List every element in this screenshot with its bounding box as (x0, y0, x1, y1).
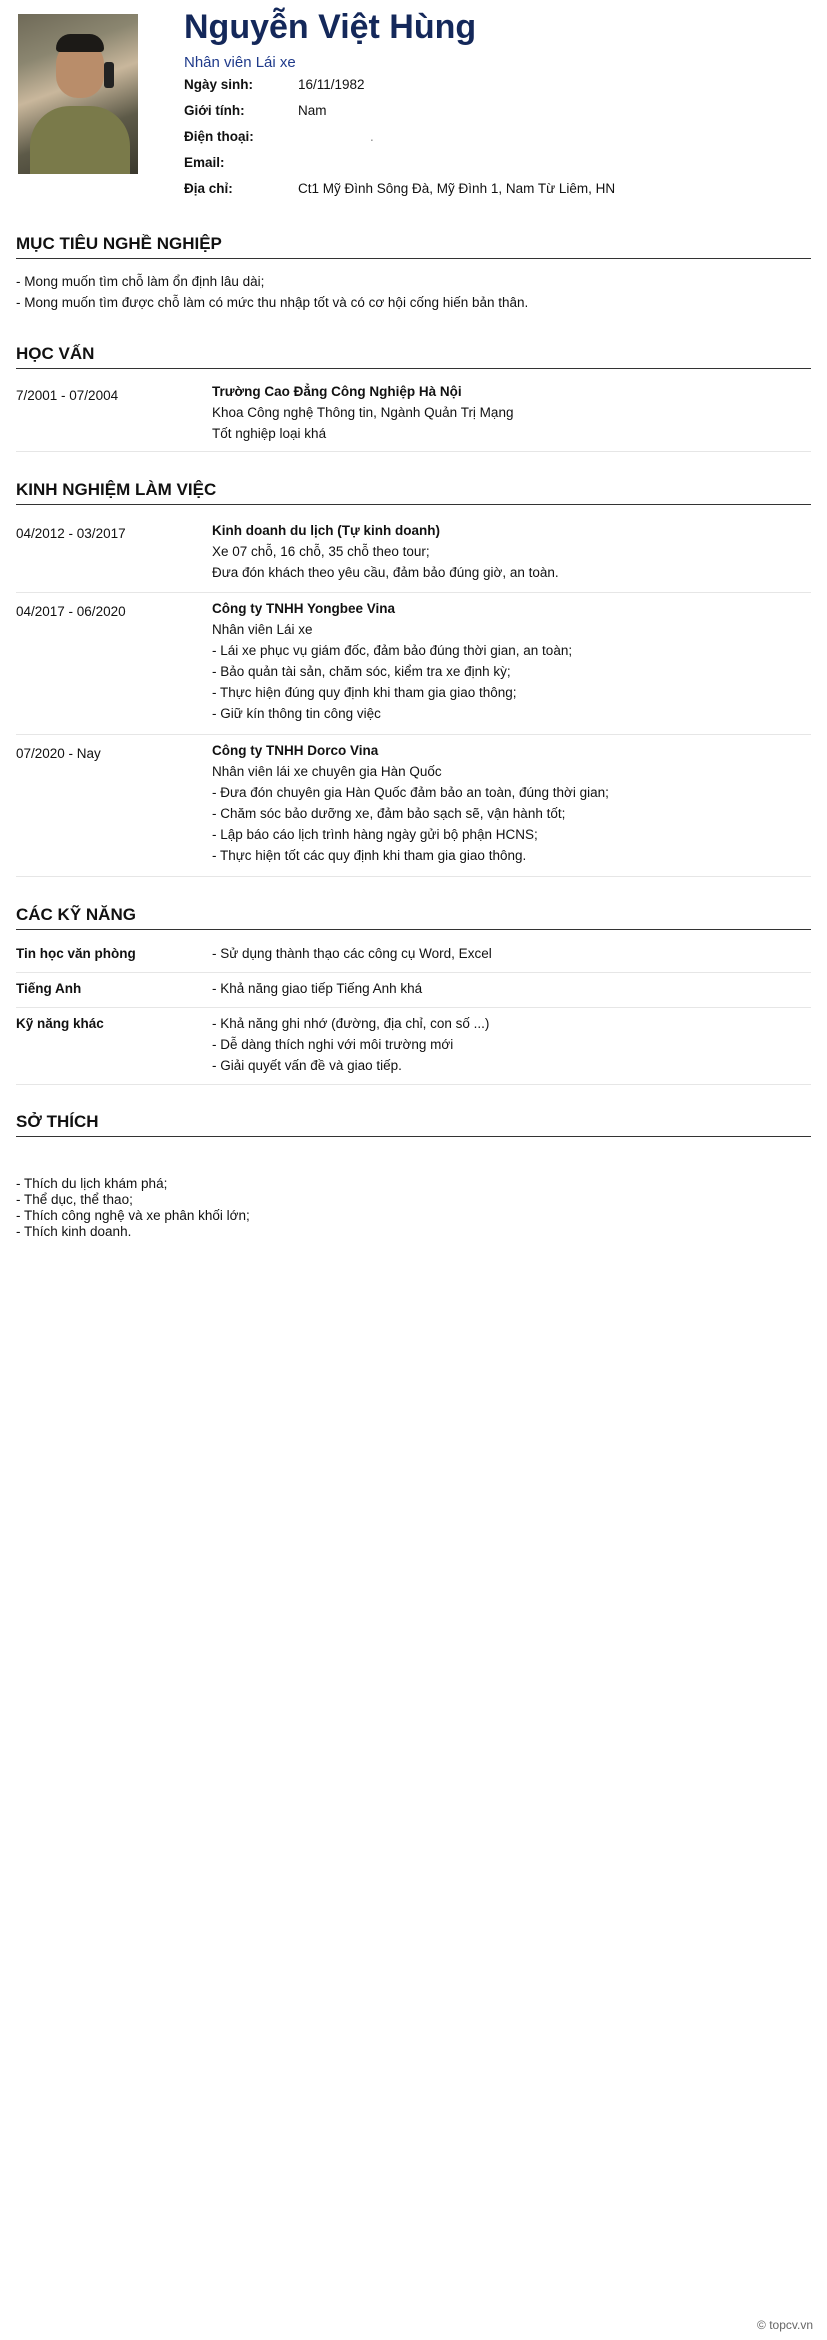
experience-date: 04/2017 - 06/2020 (16, 604, 126, 619)
skill-name: Kỹ năng khác (16, 1016, 104, 1031)
brand-footer: © topcv.vn (757, 2318, 813, 2332)
skill-line: - Dễ dàng thích nghi với môi trường mới (212, 1037, 454, 1052)
divider (16, 734, 811, 735)
experience-line: - Chăm sóc bảo dưỡng xe, đảm bảo sạch sẽ, vận hành tốt; (212, 806, 566, 821)
experience-line: - Đưa đón chuyên gia Hàn Quốc đảm bảo an toàn, đúng thời gian; (212, 785, 609, 800)
skill-name: Tin học văn phòng (16, 946, 136, 961)
photo-phone (104, 62, 114, 88)
experience-line: - Lái xe phục vụ giám đốc, đảm bảo đúng thời gian, an toàn; (212, 643, 573, 658)
photo-shirt (30, 106, 130, 174)
experience-date: 04/2012 - 03/2017 (16, 526, 126, 541)
company-name: Công ty TNHH Yongbee Vina (212, 601, 396, 616)
experience-entry (212, 740, 609, 866)
education-entry (212, 381, 513, 444)
experience-line: - Thực hiện tốt các quy định khi tham gia giao thông. (212, 848, 527, 863)
objective-line: - Mong muốn tìm chỗ làm ổn định lâu dài; (16, 274, 265, 289)
info-label: Ngày sinh: (184, 77, 254, 92)
experience-line: - Bảo quản tài sản, chăm sóc, kiểm tra xe định kỳ; (212, 664, 511, 679)
experience-line: - Thực hiện đúng quy định khi tham gia giao thông; (212, 685, 517, 700)
skill-entry (212, 943, 492, 964)
info-value: 16/11/1982 (298, 77, 365, 92)
company-name: Kinh doanh du lịch (Tự kinh doanh) (212, 523, 440, 538)
experience-line: Đưa đón khách theo yêu cầu, đảm bảo đúng giờ, an toàn. (212, 565, 559, 580)
skill-line: - Khả năng ghi nhớ (đường, địa chỉ, con số ...) (212, 1016, 490, 1031)
hobbies-list (16, 1176, 250, 1240)
info-label: Email: (184, 155, 225, 170)
skill-line: - Sử dụng thành thạo các công cụ Word, Excel (212, 946, 492, 961)
skill-entry (212, 978, 422, 999)
objective-line: - Mong muốn tìm được chỗ làm có mức thu nhập tốt và có cơ hội cống hiến bản thân. (16, 295, 529, 310)
divider (16, 592, 811, 593)
info-label: Địa chỉ: (184, 181, 233, 196)
skill-line: - Khả năng giao tiếp Tiếng Anh khá (212, 981, 423, 996)
job-title: Nhân viên Lái xe (184, 54, 296, 71)
objective-title: MỤC TIÊU NGHỀ NGHIỆP (16, 234, 811, 259)
skill-entry (212, 1013, 489, 1076)
experience-title: KINH NGHIỆM LÀM VIỆC (16, 480, 811, 505)
company-name: Công ty TNHH Dorco Vina (212, 743, 379, 758)
hobby-line: - Thể dục, thể thao; (16, 1192, 133, 1207)
experience-line: - Giữ kín thông tin công việc (212, 706, 381, 721)
profile-photo (18, 14, 138, 174)
info-label: Điện thoại: (184, 129, 254, 144)
photo-hair (56, 34, 104, 52)
divider (16, 1084, 811, 1085)
divider (16, 876, 811, 877)
info-value: . (370, 129, 374, 144)
hobby-line: - Thích công nghệ và xe phân khối lớn; (16, 1208, 250, 1223)
hobbies-title: SỞ THÍCH (16, 1112, 811, 1137)
skill-line: - Giải quyết vấn đề và giao tiếp. (212, 1058, 402, 1073)
skill-name: Tiếng Anh (16, 981, 82, 996)
education-line: Khoa Công nghệ Thông tin, Ngành Quản Trị Mạng (212, 405, 514, 420)
hobby-line: - Thích du lịch khám phá; (16, 1176, 168, 1191)
education-date: 7/2001 - 07/2004 (16, 388, 119, 403)
skills-title: CÁC KỸ NĂNG (16, 905, 811, 930)
divider (16, 1007, 811, 1008)
experience-date: 07/2020 - Nay (16, 746, 101, 761)
divider (16, 972, 811, 973)
experience-entry (212, 520, 559, 583)
experience-line: Nhân viên Lái xe (212, 622, 313, 637)
info-value: Ct1 Mỹ Đình Sông Đà, Mỹ Đình 1, Nam Từ Liêm, HN (298, 181, 616, 196)
info-label: Giới tính: (184, 103, 245, 118)
divider (16, 451, 811, 452)
candidate-name: Nguyễn Việt Hùng (184, 8, 477, 46)
experience-line: - Lập báo cáo lịch trình hàng ngày gửi bộ phận HCNS; (212, 827, 538, 842)
experience-line: Nhân viên lái xe chuyên gia Hàn Quốc (212, 764, 442, 779)
experience-entry (212, 598, 572, 724)
school-name: Trường Cao Đẳng Công Nghiệp Hà Nội (212, 384, 462, 399)
hobby-line: - Thích kinh doanh. (16, 1224, 132, 1239)
info-value: Nam (298, 103, 327, 118)
education-line: Tốt nghiệp loại khá (212, 426, 327, 441)
education-title: HỌC VẤN (16, 344, 811, 369)
experience-line: Xe 07 chỗ, 16 chỗ, 35 chỗ theo tour; (212, 544, 430, 559)
